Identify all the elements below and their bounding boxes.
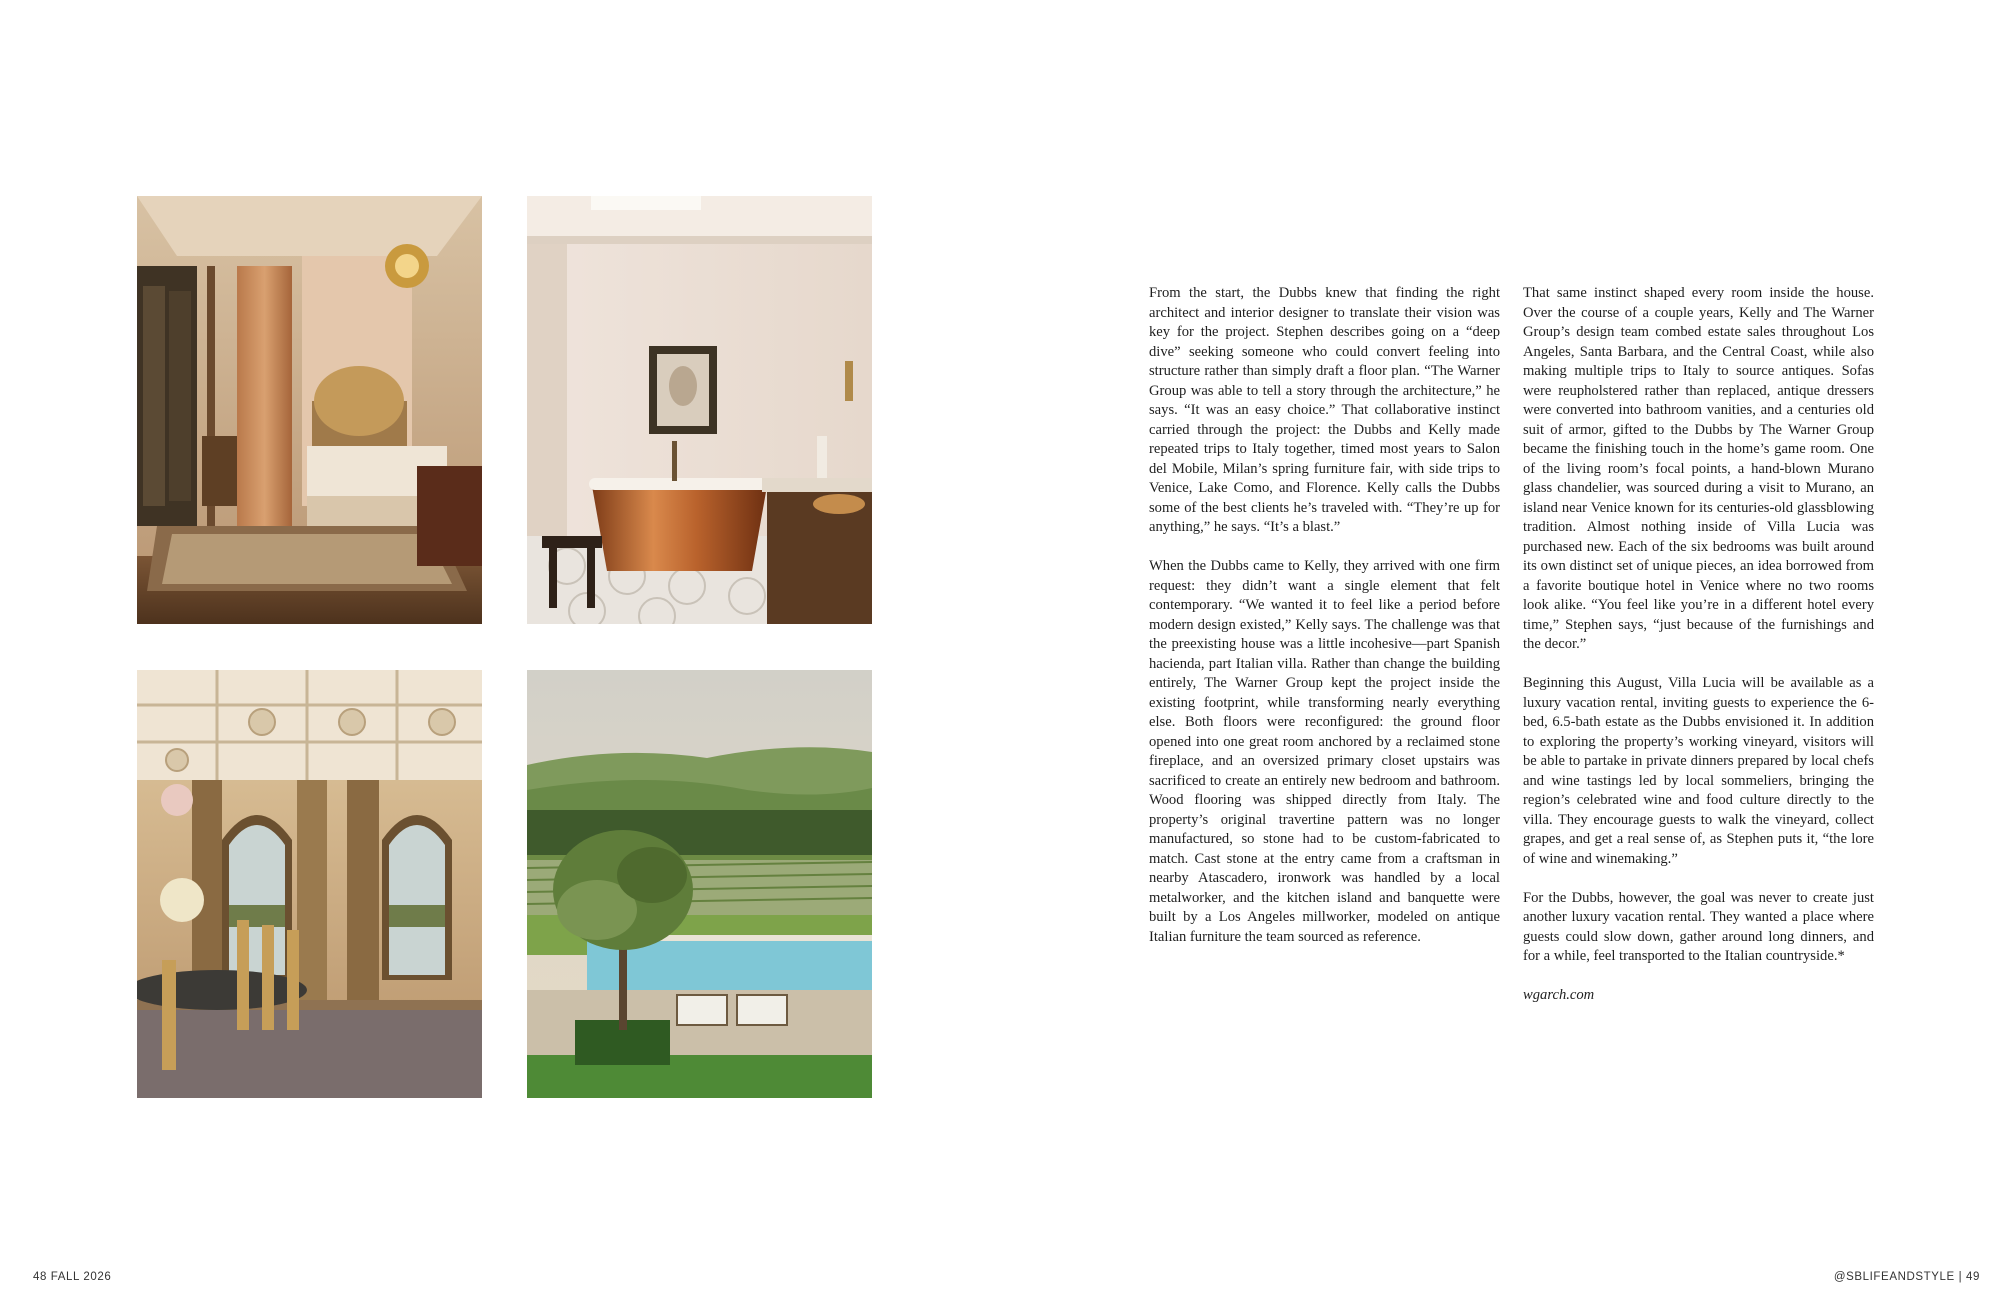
folio-right: @SBLIFEANDSTYLE | 49 [1833, 1271, 1980, 1283]
website-credit: wgarch.com [1523, 987, 1595, 1003]
folio-left: 48 FALL 2026 [33, 1271, 112, 1283]
body-paragraph: When the Dubbs came to Kelly, they arrived with one firm request: they didn’t want a single element that felt contemporary. “We wanted it to feel like a period before modern design existed,” Kelly says. The challenge was that the preexisting house was a little incohesive—part Spanish hacienda, part Italian villa. Rather than change the building entirely, The Warner Group kept the project inside the existing footprint, while transforming nearly everything else. Both floors were reconfigured: the ground floor opened into one great room anchored by a reclaimed stone fireplace, and an oversized primary closet upstairs was sacrificed to create an entirely new bedroom and bathroom. Wood flooring was shipped directly from Italy. The property’s original travertine pattern was no longer manufactured, so stone had to be custom-fabricated to match. Cast stone at the entry came from a craftsman in nearby Atascadero, ironwork was handled by a local metalworker, and the kitchen island and banquette were built by a Los Angeles millworker, modeled on antique Italian furniture the team sourced as reference. [1149, 558, 1500, 945]
bedroom-photo [137, 196, 482, 624]
body-paragraph: For the Dubbs, however, the goal was never to create just another luxury vacation rental. They wanted a place where guests could slow down, gather around long dinners, and for a while, feel transported to the Italian countryside.* [1523, 889, 1874, 964]
bathroom-photo [527, 196, 872, 624]
body-paragraph: That same instinct shaped every room inside the house. Over the course of a couple years, Kelly and The Warner Group’s design team combed estate sales throughout Los Angeles, Santa Barbara, and the Central Coast, while also making multiple trips to Italy to source antiques. Sofas were reupholstered rather than replaced, antique dressers were converted into bathroom vanities, and a centuries old suit of armor, gifted to the Dubbs by The Warner Group became the finishing touch in the home’s game room. One of the living room’s focal points, a hand-blown Murano glass chandelier, was sourced during a visit to Murano, an island near Venice known for its centuries-old glassblowing tradition. Almost nothing inside of Villa Lucia was purchased new. Each of the six bedrooms was built around its own distinct set of unique pieces, an idea borrowed from a favorite boutique hotel in Venice where no two rooms look alike. “You feel like you’re in a different hotel every time,” Stephen says, “just because of the furnishings and the decor.” [1523, 285, 1874, 652]
body-paragraph: From the start, the Dubbs knew that finding the right architect and interior designer to translate their vision was key for the project. Stephen describes going on a “deep dive” seeking someone who could convert feeling into structure rather than simply draft a floor plan. “The Warner Group was able to tell a story through the architecture,” he says. “It was an easy choice.” That collaborative instinct carried through the project: the Dubbs and Kelly made repeated trips to Italy together, timed most years to Salon del Mobile, Milan’s spring furniture fair, with side trips to Venice, Lake Como, and Florence. Kelly calls the Dubbs some of the best clients he’s traveled with. “They’re up for anything,” he says. “It’s a blast.” [1149, 285, 1500, 535]
article-column-right [1523, 284, 1874, 1025]
dining-room-photo [137, 670, 482, 1098]
body-paragraph: Beginning this August, Villa Lucia will be available as a luxury vacation rental, inviting guests to experience the 6-bed, 6.5-bath estate as the Dubbs envisioned it. In addition to exploring the property’s working vineyard, visitors will be able to partake in private dinners prepared by local chefs and wine tastings led by local sommeliers, bringing the region’s celebrated wine and food culture directly to the villa. They encourage guests to walk the vineyard, collect grapes, and get a real sense of, as Stephen puts it, “the lore of wine and winemaking.” [1523, 675, 1874, 867]
article-column-left [1149, 284, 1500, 967]
vineyard-pool-photo [527, 670, 872, 1098]
